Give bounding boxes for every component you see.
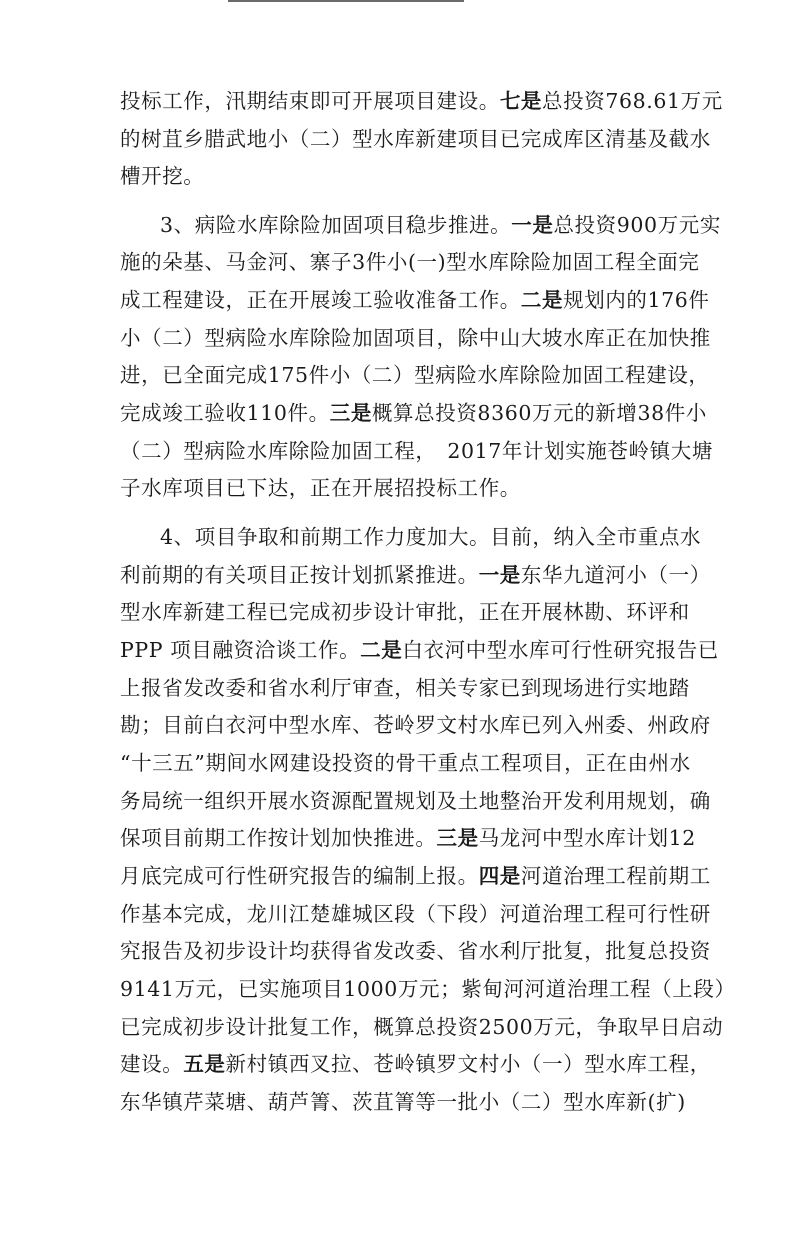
- text-line: [120, 478, 521, 499]
- bold-text-segment: 二是: [520, 288, 564, 312]
- text-segment: 勘；目前白衣河中型水库、苍岭罗文村水库已列入州委、州政府: [120, 713, 711, 737]
- text-segment: 总投资768.61万元: [542, 89, 723, 113]
- text-segment: 进，已全面完成175件小（二）型病险水库除险加固工程建设，: [120, 363, 710, 387]
- text-line: [120, 1090, 686, 1114]
- text-line: [160, 525, 702, 549]
- text-line: [120, 89, 723, 113]
- bold-text-segment: 三是: [329, 401, 372, 425]
- text-line: [120, 638, 719, 662]
- text-segment: 保项目前期工作按计划加快推进。: [120, 826, 437, 850]
- bold-text-segment: 一是: [478, 563, 521, 587]
- text-line: [120, 563, 711, 587]
- text-line: [120, 363, 710, 387]
- text-line: [120, 977, 736, 1001]
- text-segment: 槽开挖。: [120, 164, 205, 188]
- text-line: [120, 864, 711, 888]
- text-segment: （二）型病险水库除险加固工程， 2017年计划实施苍岭镇大塘: [120, 439, 713, 463]
- text-segment: 东华镇芹菜塘、葫芦箐、茨苴箐等一批小（二）型水库新(扩): [120, 1090, 686, 1114]
- text-segment: 东华九道河小（一）: [520, 563, 711, 587]
- text-segment: 3、病险水库除险加固项目稳步推进。: [160, 213, 512, 237]
- text-line: [120, 1015, 724, 1039]
- bold-text-segment: 七是: [499, 89, 543, 113]
- text-line: [120, 600, 690, 624]
- text-segment: 完成竣工验收110件。: [120, 401, 330, 425]
- text-line: [120, 250, 700, 274]
- text-line: [120, 1052, 711, 1076]
- text-segment: 概算总投资8360万元的新增38件小: [371, 401, 707, 425]
- text-segment: 施的朵基、马金河、寨子3件小(一)型水库除险加固工程全面完: [120, 250, 700, 274]
- text-segment: 利前期的有关项目正按计划抓紧推进。: [120, 563, 479, 587]
- text-line: [160, 213, 721, 237]
- text-segment: 4、项目争取和前期工作力度加大。目前，纳入全市重点水: [160, 525, 702, 549]
- text-line: [120, 401, 707, 425]
- text-segment: 月底完成可行性研究报告的编制上报。: [120, 864, 479, 888]
- text-line: [120, 826, 696, 850]
- text-line: [120, 713, 711, 737]
- text-segment: 作基本完成，龙川江楚雄城区段（下段）河道治理工程可行性研: [120, 902, 711, 926]
- text-segment: 马龙河中型水库计划12: [478, 826, 696, 850]
- scan-edge-line: [228, 0, 464, 2]
- text-segment: 的树苴乡腊武地小（二）型水库新建项目已完成库区清基及截水: [120, 127, 711, 151]
- bold-text-segment: 四是: [478, 864, 521, 888]
- bold-text-segment: 二是: [360, 638, 403, 662]
- bold-text-segment: 三是: [436, 826, 479, 850]
- text-segment: 投标工作，汛期结束即可开展项目建设。: [120, 89, 500, 113]
- text-segment: 型水库新建工程已完成初步设计审批，正在开展林勘、环评和: [120, 600, 690, 624]
- text-line: [120, 676, 690, 700]
- text-segment: 河道治理工程前期工: [520, 864, 711, 888]
- text-segment: 白衣河中型水库可行性研究报告已: [402, 638, 719, 662]
- text-line: [120, 902, 711, 926]
- text-line: [120, 939, 711, 963]
- bold-text-segment: 一是: [511, 213, 554, 237]
- text-line: [120, 166, 204, 187]
- text-segment: 总投资900万元实: [553, 213, 721, 237]
- text-line: [120, 439, 713, 463]
- text-line: [120, 326, 711, 350]
- text-line: [120, 288, 710, 312]
- text-line: [120, 789, 711, 813]
- text-segment: “十三五”期间水网建设投资的骨干重点工程项目，正在由州水: [120, 751, 691, 775]
- text-segment: 建设。: [120, 1052, 184, 1076]
- text-segment: 究报告及初步设计均获得省发改委、省水利厅批复，批复总投资: [120, 939, 711, 963]
- text-segment: PPP 项目融资洽谈工作。: [120, 638, 361, 662]
- text-segment: 小（二）型病险水库除险加固项目，除中山大坡水库正在加快推: [120, 326, 711, 350]
- text-segment: 成工程建设，正在开展竣工验收准备工作。: [120, 288, 521, 312]
- text-segment: 9141万元，已实施项目1000万元；紫甸河河道治理工程（上段）: [120, 977, 736, 1001]
- bold-text-segment: 五是: [183, 1052, 226, 1076]
- text-segment: 子水库项目已下达，正在开展招投标工作。: [120, 476, 521, 500]
- text-segment: 新村镇西叉拉、苍岭镇罗文村小（一）型水库工程，: [225, 1052, 711, 1076]
- text-segment: 上报省发改委和省水利厅审查，相关专家已到现场进行实地踏: [120, 676, 690, 700]
- text-segment: 规划内的176件: [563, 288, 710, 312]
- text-segment: 已完成初步设计批复工作，概算总投资2500万元，争取早日启动: [120, 1015, 724, 1039]
- text-line: [120, 751, 691, 775]
- text-line: [120, 127, 711, 151]
- text-segment: 务局统一组织开展水资源配置规划及土地整治开发利用规划，确: [120, 789, 711, 813]
